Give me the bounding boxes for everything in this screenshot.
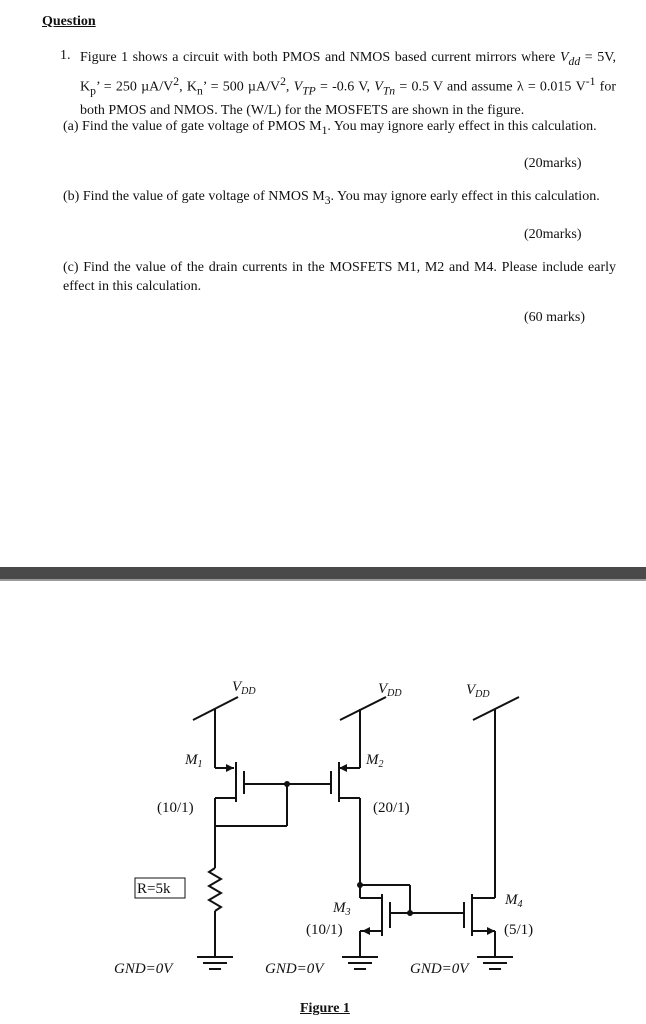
ground-symbol-3 [477, 957, 513, 969]
part-c-marks: (60 marks) [524, 310, 586, 325]
ground-symbol-1 [197, 957, 233, 969]
transistor-m3 [357, 882, 464, 957]
m2-label: $M_2$ [366, 752, 384, 770]
m4-ratio: (5/1) [504, 922, 534, 938]
vdd-rail-2 [340, 697, 386, 720]
resistor-label: R=5k [137, 881, 171, 897]
part-c-text: (c) Find the value of the drain currents in the MOSFETS M1, M2 and M4. Please include early effect in this calculation. [63, 260, 616, 294]
question-heading: Question [42, 14, 96, 29]
transistor-m1 [215, 709, 331, 826]
figure-caption: Figure 1 [300, 1001, 350, 1016]
m3-gate-dot [407, 910, 413, 916]
gnd-label-3: GND=0V [410, 961, 469, 977]
resistor-symbol [209, 868, 221, 911]
vdd-label-2: $V_{DD}$ [378, 681, 402, 699]
part-b-text: (b) Find the value of gate voltage of NMOS $M_3$. You may ignore early effect in this calculation. [63, 189, 600, 207]
question-intro: Figure 1 shows a circuit with both PMOS and NMOS based current mirrors where $V_{dd} = 5V$, $K_p$’ = 250 $\mu A/V^2$, $K_n$’ = 500 $\mu A/V^2$, $V_{TP} = -0.6$ V, $V_{Tn} = 0.5$ V and assume λ = 0.015 $V^{-1}$ for both PMOS and NMOS. The (W/L) for the MOSFETS are shown in the figure. [80, 50, 617, 119]
m4-label: $M_4$ [505, 892, 523, 910]
gnd-label-2: GND=0V [265, 961, 324, 977]
m3-label: $M_3$ [333, 900, 351, 918]
part-b-marks: (20marks) [524, 227, 582, 242]
m1-ratio: (10/1) [157, 800, 194, 816]
vdd-label-3: $V_{DD}$ [466, 682, 490, 700]
gnd-label-1: GND=0V [114, 961, 173, 977]
circuit-diagram [0, 581, 646, 1001]
transistor-m2 [331, 709, 360, 885]
part-a-text: (a) Find the value of gate voltage of PMOS $M_1$. You may ignore early effect in this calculation. [63, 119, 597, 137]
m1-label: $M_1$ [185, 752, 203, 770]
m3-ratio: (10/1) [306, 922, 343, 938]
part-a-marks: (20marks) [524, 156, 582, 171]
vdd-label-1: $V_{DD}$ [232, 679, 256, 697]
transistor-m4 [464, 709, 495, 957]
question-number: 1. [60, 48, 71, 63]
page-divider [0, 567, 646, 579]
ground-symbol-2 [342, 957, 378, 969]
m2-ratio: (20/1) [373, 800, 410, 816]
